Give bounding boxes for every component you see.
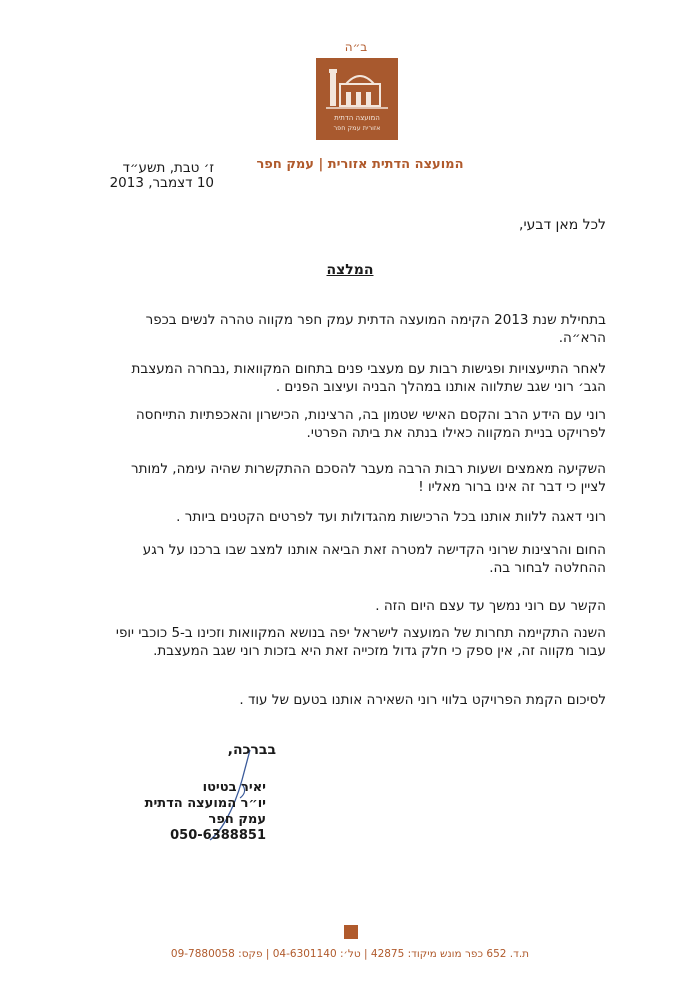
footer-contact: ת.ד. 652 כפר מונש מיקוד: 42875 | טל׳: 04-6301140 | פקס: 09-7880058 — [170, 948, 530, 960]
paragraph: החום והרצינות שרוני הקדישה למטרה זאת הביאה אותנו למצב שבו ברכנו על רגע ההחלטה לבחור בה. — [142, 542, 606, 576]
footer-square-mark — [344, 925, 358, 939]
paragraph: לסיכום הקמת הפרויקט בלווי רוני השאירה אותנו בטעם של עוד . — [239, 692, 606, 708]
paragraph: בתחילת שנת 2013 הקימה המועצה הדתית עמק חפר מקווה טהרה לנשים בכפר הרא״ה. — [145, 312, 606, 346]
logo-text-1: המועצה הדתית — [334, 114, 380, 122]
paragraph: הקשר עם רוני נמשך עד עצם היום הזה . — [375, 598, 606, 614]
signer-name: יאיר בטיטו — [202, 780, 266, 795]
signer-phone: 050-6388851 — [170, 828, 266, 843]
bsd-mark: ב״ה — [344, 40, 368, 54]
letter-title: המלצה — [326, 262, 374, 278]
signer-department: עמק חפר — [208, 812, 266, 827]
closing-greeting: בברכה, — [227, 742, 276, 758]
organization-name: המועצה הדתית אזורית | עמק חפר — [256, 157, 464, 172]
paragraph: לאחר התייעצויות ופגישות רבות עם מעצבי פנים בתחום המקוואות ,נבחרה המעצבת הגב׳ רוני שגב שתלווה אותנו במהלך הבניה ועיצוב הפנים . — [131, 361, 606, 395]
signer-role: יו״ר המועצה הדתית — [144, 796, 266, 811]
paragraph: השנה התקיימה תחרות של המועצה לישראל יפה בנושא המקוואות וזכינו ב-5 כוכבי יופי עבור מקווה זה, אין ספק כי חלק גדול מזכייה זאת היא בזכות רוני שגב המעצבת. — [115, 625, 606, 659]
date-hebrew: ז׳ טבת, תשע״ד — [122, 160, 214, 176]
logo-text-2: אזורית עמק חפר — [333, 124, 381, 132]
date-gregorian: 10 דצמבר, 2013 — [109, 175, 214, 191]
council-logo — [316, 58, 398, 140]
paragraph: רוני עם הידע הרב והקסם האישי שטמון בה, הרצינות, הכישרון והאכפתיות התייחסה לפרויקט בניית המקווה כאילו בנתה את ביתה הפרטי. — [135, 407, 606, 441]
paragraph: רוני דאגה ללוות אותנו בכל הרכישות מהגדולות ועד לפרטים הקטנים ביותר . — [176, 509, 606, 525]
paragraph: השקיעה מאמצים ושעות רבות הרבה מעבר להסכם ההתקשרות שהיה עימה, למותר לציין כי דבר זה אינו ברור מאליו ! — [130, 461, 606, 495]
salutation: לכל מאן דבעי, — [519, 217, 606, 233]
